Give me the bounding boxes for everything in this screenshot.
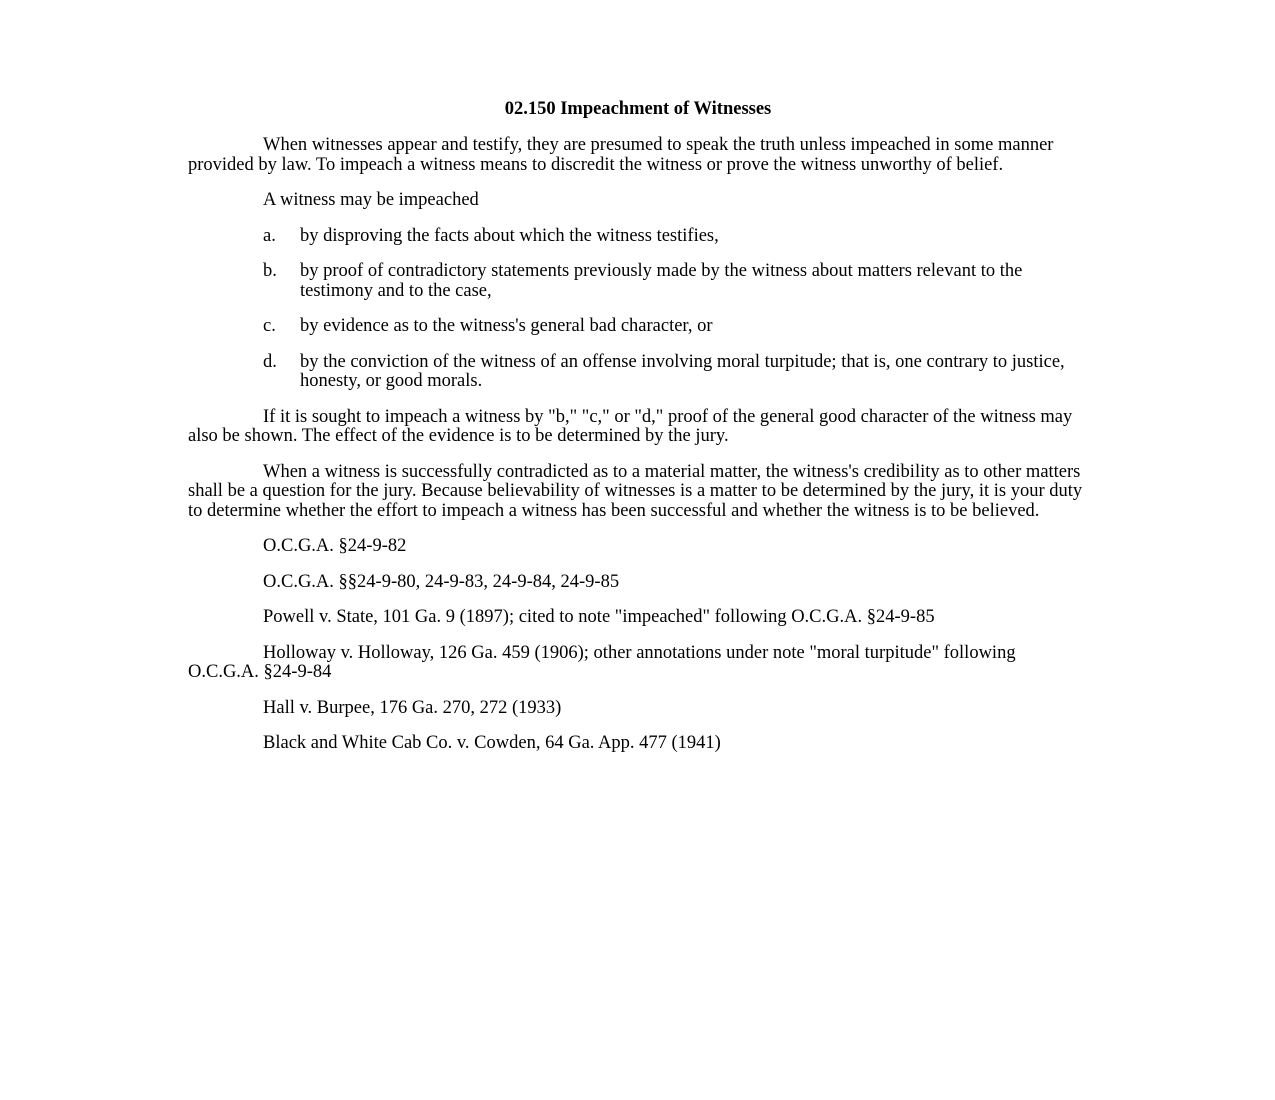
citation: Powell v. State, 101 Ga. 9 (1897); cited to note "impeached" following O.C.G.A. §24-9-85	[263, 607, 935, 627]
document-title: 02.150 Impeachment of Witnesses	[504, 99, 772, 119]
citation: O.C.G.A. §§24-9-80, 24-9-83, 24-9-84, 24-9-85	[263, 571, 620, 592]
list-marker: c.	[263, 316, 276, 336]
list-item	[188, 317, 1088, 337]
intro-paragraph: When witnesses appear and testify, they are presumed to speak the truth unless impeached in some manner provided by law. To impeach a witness means to discredit the witness or prove the witness unworthy of belief.	[188, 135, 1054, 175]
list-item-text: by proof of contradictory statements previously made by the witness about matters relevant to the testimony and to the case,	[300, 261, 1023, 301]
list-item	[188, 353, 1088, 392]
list-item-text: by evidence as to the witness's general bad character, or	[300, 316, 713, 336]
list-item-text: by the conviction of the witness of an offense involving moral turpitude; that is, one contrary to justice, honesty, or good morals.	[300, 351, 1065, 391]
character-paragraph: If it is sought to impeach a witness by "b," "c," or "d," proof of the general good character of the witness may also be shown. The effect of the evidence is to be determined by the jury.	[188, 406, 1073, 446]
list-lead: A witness may be impeached	[263, 190, 479, 210]
list-marker: a.	[263, 225, 276, 246]
list-marker: b.	[263, 261, 277, 281]
list-item	[188, 262, 1088, 301]
list-item	[188, 227, 1088, 247]
list-item-text: by disproving the facts about which the witness testifies,	[300, 225, 719, 246]
citation: O.C.G.A. §24-9-82	[263, 536, 407, 556]
impeachment-methods-list	[188, 227, 1088, 392]
document-page	[188, 98, 1088, 770]
citation: Black and White Cab Co. v. Cowden, 64 Ga. App. 477 (1941)	[263, 733, 721, 753]
list-marker: d.	[263, 351, 277, 372]
citation: Holloway v. Holloway, 126 Ga. 459 (1906); other annotations under note "moral turpitude" following O.C.G.A. §24-9-84	[188, 642, 1016, 682]
contradicted-paragraph: When a witness is successfully contradicted as to a material matter, the witness's credibility as to other matters shall be a question for the jury. Because believability of witnesses is a matter to be determined by the jury, it is your duty to determine whether the effort to impeach a witness has been successful and whether the witness is to be believed.	[188, 461, 1083, 521]
citation: Hall v. Burpee, 176 Ga. 270, 272 (1933)	[263, 697, 562, 718]
